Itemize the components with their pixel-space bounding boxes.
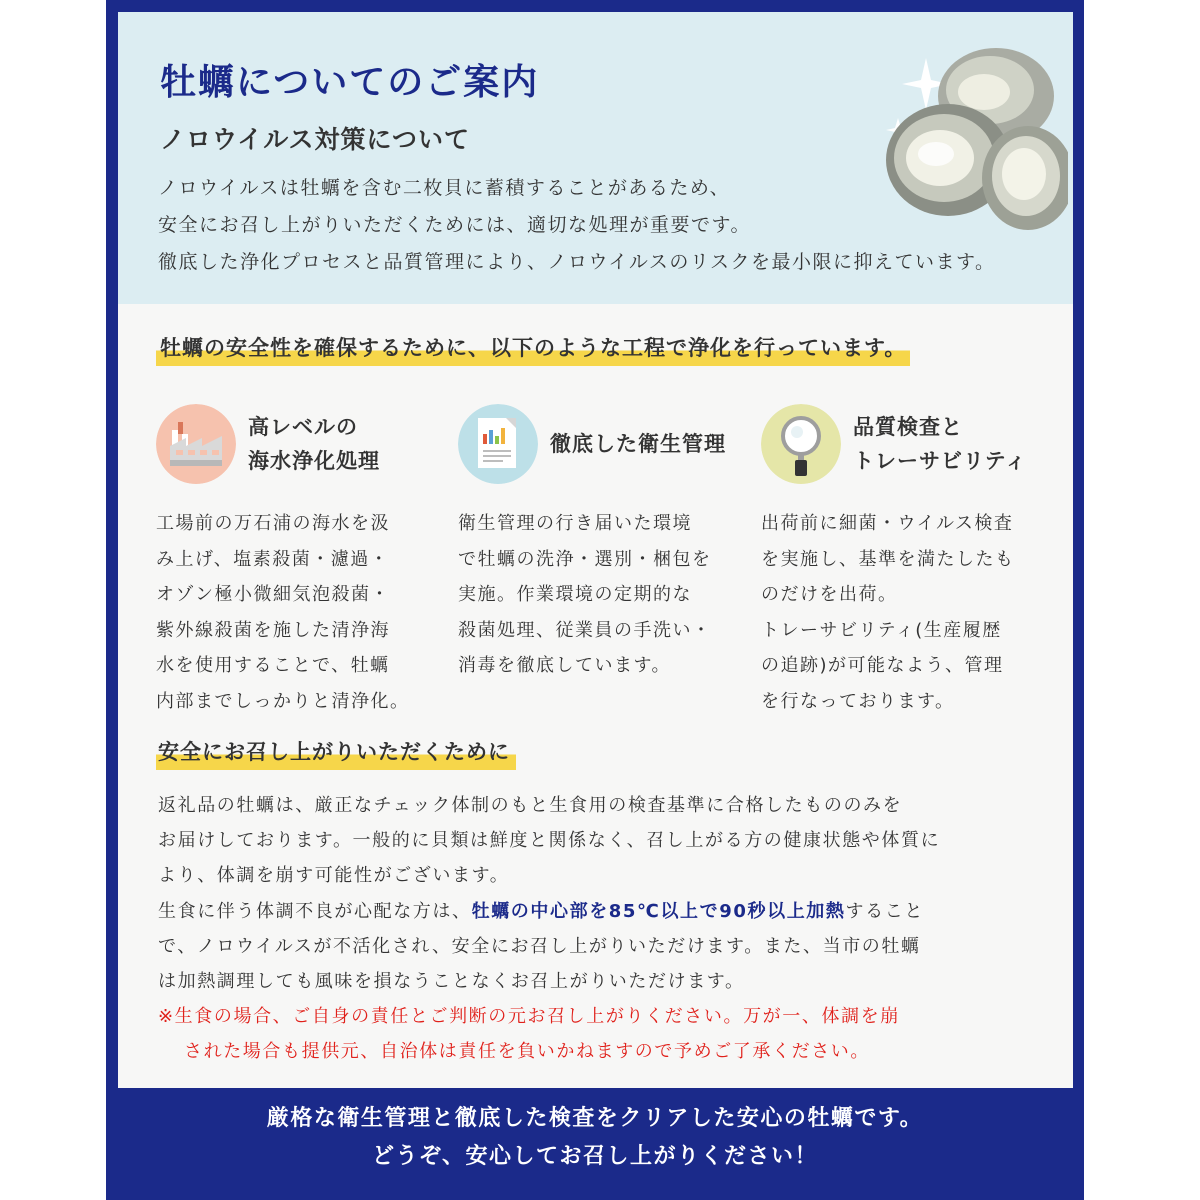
safe-line: より、体調を崩す可能性がございます。 xyxy=(158,865,510,887)
warning-line: された場合も提供元、自治体は責任を負いかねますので予めご了承ください。 xyxy=(184,1041,870,1063)
feature-title-line: 徹底した衛生管理 xyxy=(550,432,726,456)
feature-title-line: トレーサビリティ xyxy=(853,449,1027,473)
feature-title-line: 品質検査と xyxy=(853,415,963,439)
feature-title xyxy=(248,410,448,478)
factory-icon xyxy=(156,404,236,484)
feature-title-line: 海水浄化処理 xyxy=(248,449,380,473)
feature-body-line: 殺菌処理、従業員の手洗い・ xyxy=(458,619,712,641)
intro-line: 安全にお召し上がりいただくためには、適切な処理が重要です。 xyxy=(158,214,751,236)
norovirus-subtitle: ノロウイルス対策について xyxy=(160,125,471,154)
report-chart-icon xyxy=(458,404,538,484)
process-heading: 牡蠣の安全性を確保するために、以下のような工程で浄化を行っています。 xyxy=(156,332,910,366)
feature-body xyxy=(458,506,738,684)
safe-line: で、ノロウイルスが不活化され、安全にお召し上がりいただけます。また、当市の牡蠣 xyxy=(158,935,921,957)
safe-line: お届けしております。一般的に貝類は鮮度と関係なく、召し上がる方の健康状態や体質に xyxy=(158,830,941,852)
feature-body-line: み上げ、塩素殺菌・濾過・ xyxy=(156,548,390,570)
feature-body-line: 衛生管理の行き届いた環境 xyxy=(458,513,692,534)
safe-eating-text xyxy=(158,788,1058,1070)
safe-line: 返礼品の牡蠣は、厳正なチェック体制のもと生食用の検査基準に合格したもののみを xyxy=(158,795,903,816)
feature-body-line: 内部までしっかりと清浄化。 xyxy=(156,690,410,712)
feature-body-line: で牡蠣の洗浄・選別・梱包を xyxy=(458,548,712,570)
safe-eating-heading: 安全にお召し上がりいただくために xyxy=(156,736,516,770)
heating-instruction: 牡蠣の中心部を85℃以上で90秒以上加熱 xyxy=(471,900,846,922)
feature-body-line: 消毒を徹底しています。 xyxy=(458,655,672,676)
feature-body-line: 紫外線殺菌を施した清浄海 xyxy=(156,619,390,641)
feature-body-line: 出荷前に細菌・ウイルス検査 xyxy=(761,513,1014,534)
feature-body-line: のだけを出荷。 xyxy=(761,584,898,605)
feature-title-line: 高レベルの xyxy=(248,415,358,439)
heating-intro: 生食に伴う体調不良が心配な方は、 xyxy=(158,900,472,922)
content-panel xyxy=(118,12,1073,1088)
feature-body-line: トレーサビリティ(生産履歴 xyxy=(761,619,1002,641)
feature-body-line: 水を使用することで、牡蠣 xyxy=(156,655,390,676)
heating-tail: すること xyxy=(845,900,924,922)
feature-title xyxy=(550,427,750,461)
feature-body-line: オゾン極小微細気泡殺菌・ xyxy=(156,584,390,605)
page-title: 牡蠣についてのご案内 xyxy=(160,62,540,103)
intro-text xyxy=(158,170,1058,281)
feature-body xyxy=(761,506,1041,719)
feature-body-line: を実施し、基準を満たしたも xyxy=(761,548,1015,570)
magnifier-icon xyxy=(761,404,841,484)
feature-body xyxy=(156,506,436,719)
feature-body-line: の追跡)が可能なよう、管理 xyxy=(761,655,1004,676)
footer-line: どうぞ、安心してお召し上がりください！ xyxy=(371,1144,819,1169)
intro-line: 徹底した浄化プロセスと品質管理により、ノロウイルスのリスクを最小限に抑えています。 xyxy=(158,251,996,273)
feature-body-line: を行なっております。 xyxy=(761,690,955,712)
safe-line: は加熱調理しても風味を損なうことなくお召上がりいただけます。 xyxy=(158,971,745,993)
intro-line: ノロウイルスは牡蠣を含む二枚貝に蓄積することがあるため、 xyxy=(158,177,731,199)
warning-line: ※生食の場合、ご自身の責任とご判断の元お召し上がりください。万が一、体調を崩 xyxy=(158,1006,900,1028)
footer-message xyxy=(106,1100,1084,1176)
feature-body-line: 実施。作業環境の定期的な xyxy=(458,584,692,605)
safe-line-heating xyxy=(158,894,1058,929)
feature-body-line: 工場前の万石浦の海水を汲 xyxy=(156,513,390,534)
feature-title xyxy=(853,410,1053,478)
footer-line: 厳格な衛生管理と徹底した検査をクリアした安心の牡蠣です。 xyxy=(266,1106,924,1131)
